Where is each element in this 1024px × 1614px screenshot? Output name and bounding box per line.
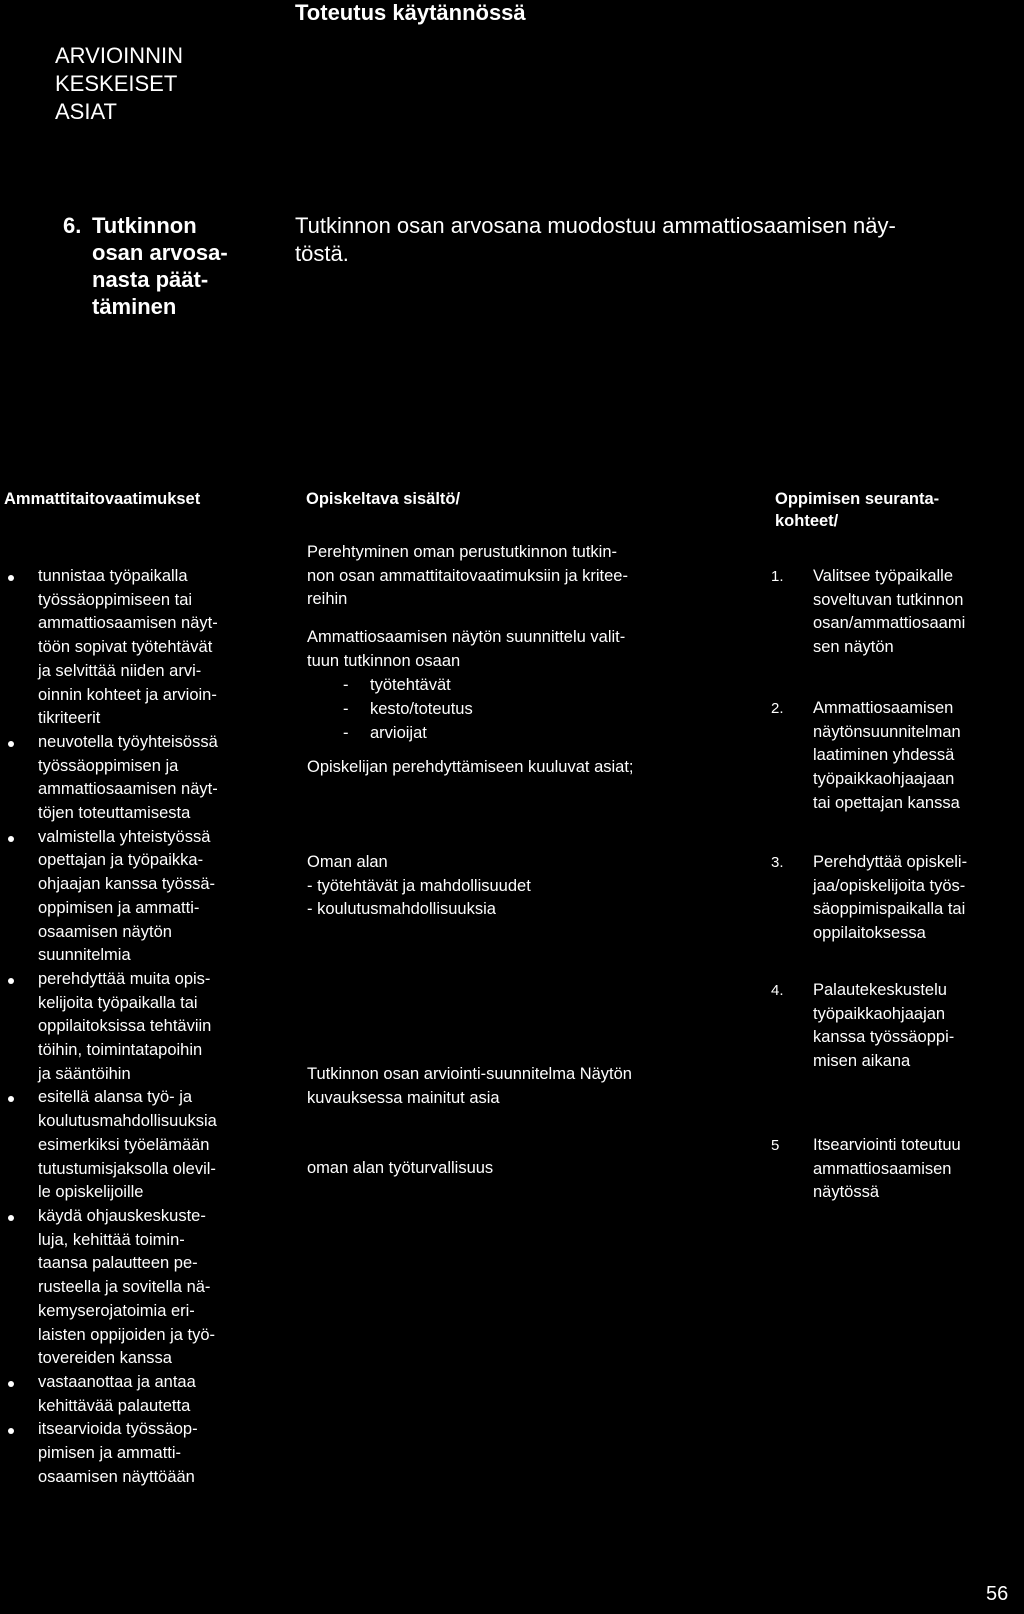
plan-item-text: arvioijat: [370, 724, 427, 742]
requirements-list: [0, 565, 290, 1489]
list-item: [0, 826, 290, 968]
content-safety: oman alan työturvallisuus: [307, 1159, 494, 1177]
bullet-icon: [8, 836, 14, 842]
list-item: [0, 1418, 290, 1489]
requirement-text: perehdyttää muita opis- kelijoita työpaikalla tai oppilaitoksissa tehtäviin töihin, toimintatapoihin ja sääntöihin: [38, 969, 212, 1083]
bullet-icon: [8, 741, 14, 747]
requirements-heading: Ammattitaitovaatimukset: [4, 490, 201, 508]
followup-text: Ammattiosaamisen näytönsuunnitelman laatiminen yhdessä työpaikkaohjaajaan tai opettajan kanssa: [813, 699, 961, 812]
content-plan-title: Ammattiosaamisen näytön suunnittelu valit- tuun tutkinnon osaan: [307, 628, 626, 670]
content-induction: Opiskelijan perehdyttämiseen kuuluvat asiat;: [307, 758, 634, 776]
followup-text: Palautekeskustelu työpaikkaohjaajan kanssa työssäoppi- misen aikana: [813, 981, 955, 1071]
section-number: 6.: [63, 213, 82, 238]
requirement-text: itsearvioida työssäop- pimisen ja ammatti- osaamisen näyttöään: [38, 1420, 198, 1486]
followup-text: Itsearviointi toteutuu ammattiosaamisen näytössä: [813, 1136, 961, 1202]
list-item: [0, 968, 290, 1087]
section-title: Tutkinnon osan arvosa- nasta päät- täminen: [92, 213, 228, 319]
bullet-icon: [8, 575, 14, 581]
requirement-text: valmistella yhteistyössä opettajan ja työpaikka- ohjaajan kanssa työssä- oppimisen ja ammatti- osaamisen näytön suunnitelmia: [38, 827, 216, 965]
bullet-icon: [8, 1215, 14, 1221]
list-item: [0, 565, 290, 731]
list-item: [0, 1371, 290, 1418]
followup-heading: Oppimisen seuranta- kohteet/: [775, 490, 940, 530]
plan-item: - työtehtävät: [343, 676, 451, 694]
requirement-text: neuvotella työyhteisössä työssäoppimisen ja ammattiosaamisen näyt- töjen toteuttamisesta: [38, 732, 218, 823]
requirement-text: vastaanottaa ja antaa kehittävää palautetta: [38, 1372, 196, 1415]
content-heading: Opiskeltava sisältö/: [306, 490, 461, 508]
section-text: Tutkinnon osan arvosana muodostuu ammattiosaamisen näy- töstä.: [295, 213, 896, 266]
followup-text: Valitsee työpaikalle soveltuvan tutkinnon osan/ammattiosaami sen näytön: [813, 567, 966, 657]
followup-number: 1.: [771, 568, 784, 585]
content-intro: Perehtyminen oman perustutkinnon tutkin- non osan ammattitaitovaatimuksiin ja kritee- reihin: [307, 543, 628, 609]
plan-item: - kesto/toteutus: [343, 700, 473, 718]
followup-number: 5: [771, 1137, 780, 1154]
page-number: 56: [986, 1583, 1009, 1605]
list-item: [0, 731, 290, 826]
bullet-icon: [8, 1381, 14, 1387]
content-field: Oman alan - työtehtävät ja mahdollisuudet - koulutusmahdollisuuksia: [307, 853, 531, 919]
assessment-key-points-heading: ARVIOINNIN KESKEISET ASIAT: [55, 43, 183, 124]
list-item: [0, 1086, 290, 1205]
requirement-text: esitellä alansa työ- ja koulutusmahdollisuuksia esimerkiksi työelämään tutustumisjaksolla olevil- le opiskelijoille: [38, 1088, 217, 1202]
followup-number: 4.: [771, 982, 784, 999]
list-item: [0, 1205, 290, 1371]
plan-item: - arvioijat: [343, 724, 427, 742]
requirement-text: tunnistaa työpaikalla työssäoppimiseen tai ammattiosaamisen näyt- töön sopivat työtehtävät ja selvittää niiden arvi- oinnin kohteet ja arvioin- tikriteerit: [38, 567, 218, 728]
followup-text: Perehdyttää opiskeli- jaa/opiskelijoita työs- säoppimispaikalla tai oppilaitoksessa: [813, 853, 968, 943]
bullet-icon: [8, 978, 14, 984]
content-assessment: Tutkinnon osan arviointi-suunnitelma Näytön kuvauksessa mainitut asia: [307, 1065, 632, 1107]
bullet-icon: [8, 1428, 14, 1434]
followup-number: 2.: [771, 700, 784, 717]
followup-number: 3.: [771, 854, 784, 871]
requirement-text: käydä ohjauskeskuste- luja, kehittää toimin- taansa palautteen pe- rusteella ja sovitella nä- kemyserojatoimia eri- laisten oppijoiden ja työ- tovereiden kanssa: [38, 1206, 216, 1368]
plan-item-text: kesto/toteutus: [370, 700, 473, 718]
plan-item-text: työtehtävät: [370, 676, 451, 694]
bullet-icon: [8, 1096, 14, 1102]
page-heading: Toteutus käytännössä: [295, 0, 526, 25]
